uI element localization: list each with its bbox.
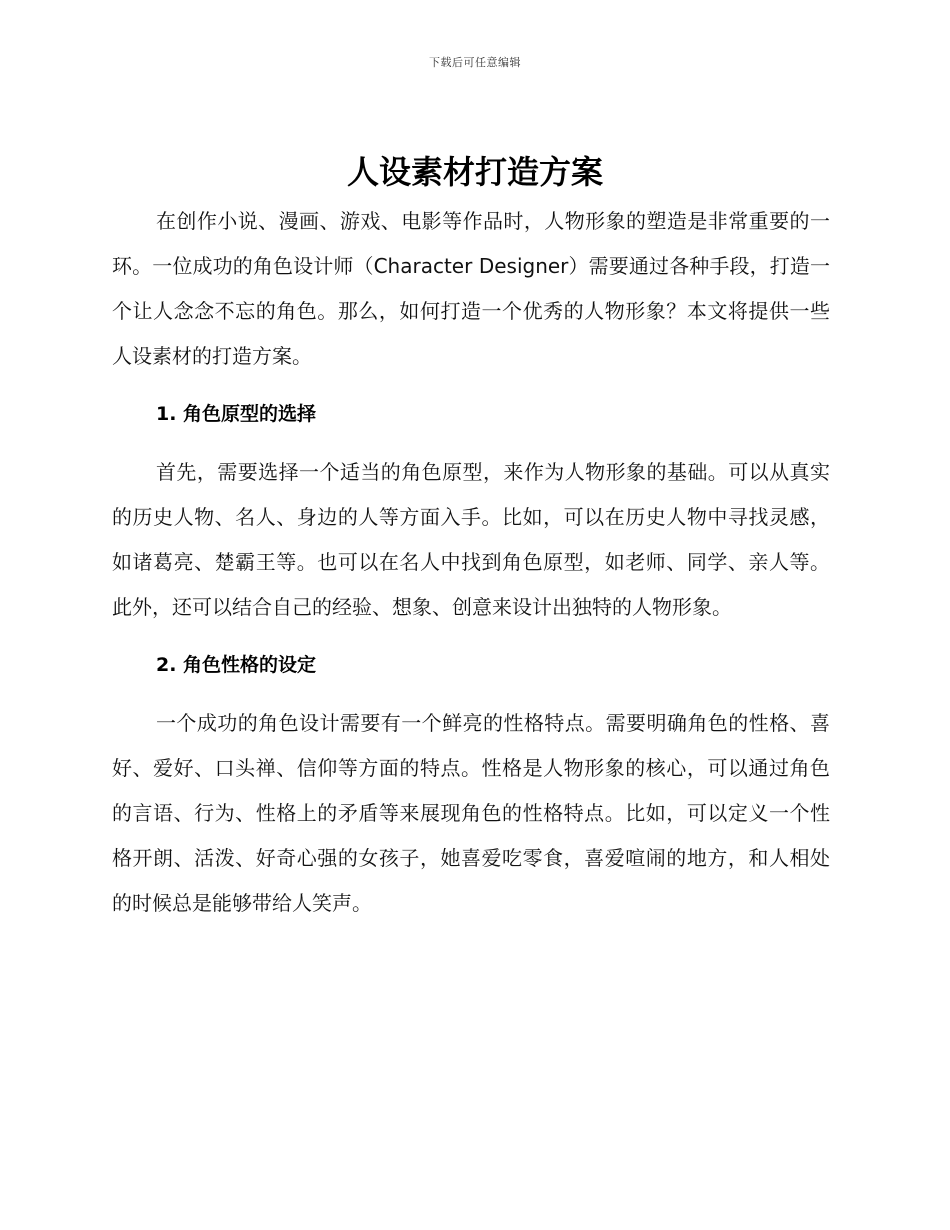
header-note: 下载后可任意编辑	[429, 56, 521, 69]
section-2-paragraph: 一个成功的角色设计需要有一个鲜亮的性格特点。需要明确角色的性格、喜好、爱好、口头禅、信仰等方面的特点。性格是人物形象的核心，可以通过角色的言语、行为、性格上的矛盾等来展现角色的性格特点。比如，可以定义一个性格开朗、活泼、好奇心强的女孩子，她喜爱吃零食，喜爱喧闹的地方，和人相处的时候总是能够带给人笑声。	[112, 711, 830, 915]
section-2-heading: 2. 角色性格的设定	[156, 654, 317, 676]
document-title: 人设素材打造方案	[346, 153, 603, 191]
section-1-heading: 1. 角色原型的选择	[156, 403, 317, 425]
section-1-paragraph: 首先，需要选择一个适当的角色原型，来作为人物形象的基础。可以从真实的历史人物、名人、身边的人等方面入手。比如，可以在历史人物中寻找灵感，如诸葛亮、楚霸王等。也可以在名人中找到角色原型，如老师、同学、亲人等。此外，还可以结合自己的经验、想象、创意来设计出独特的人物形象。	[112, 460, 830, 619]
intro-paragraph: 在创作小说、漫画、游戏、电影等作品时，人物形象的塑造是非常重要的一环。一位成功的角色设计师（Character Designer）需要通过各种手段，打造一个让人念念不忘的角色。那么，如何打造一个优秀的人物形象？本文将提供一些人设素材的打造方案。	[112, 209, 830, 368]
document-body	[112, 199, 830, 926]
